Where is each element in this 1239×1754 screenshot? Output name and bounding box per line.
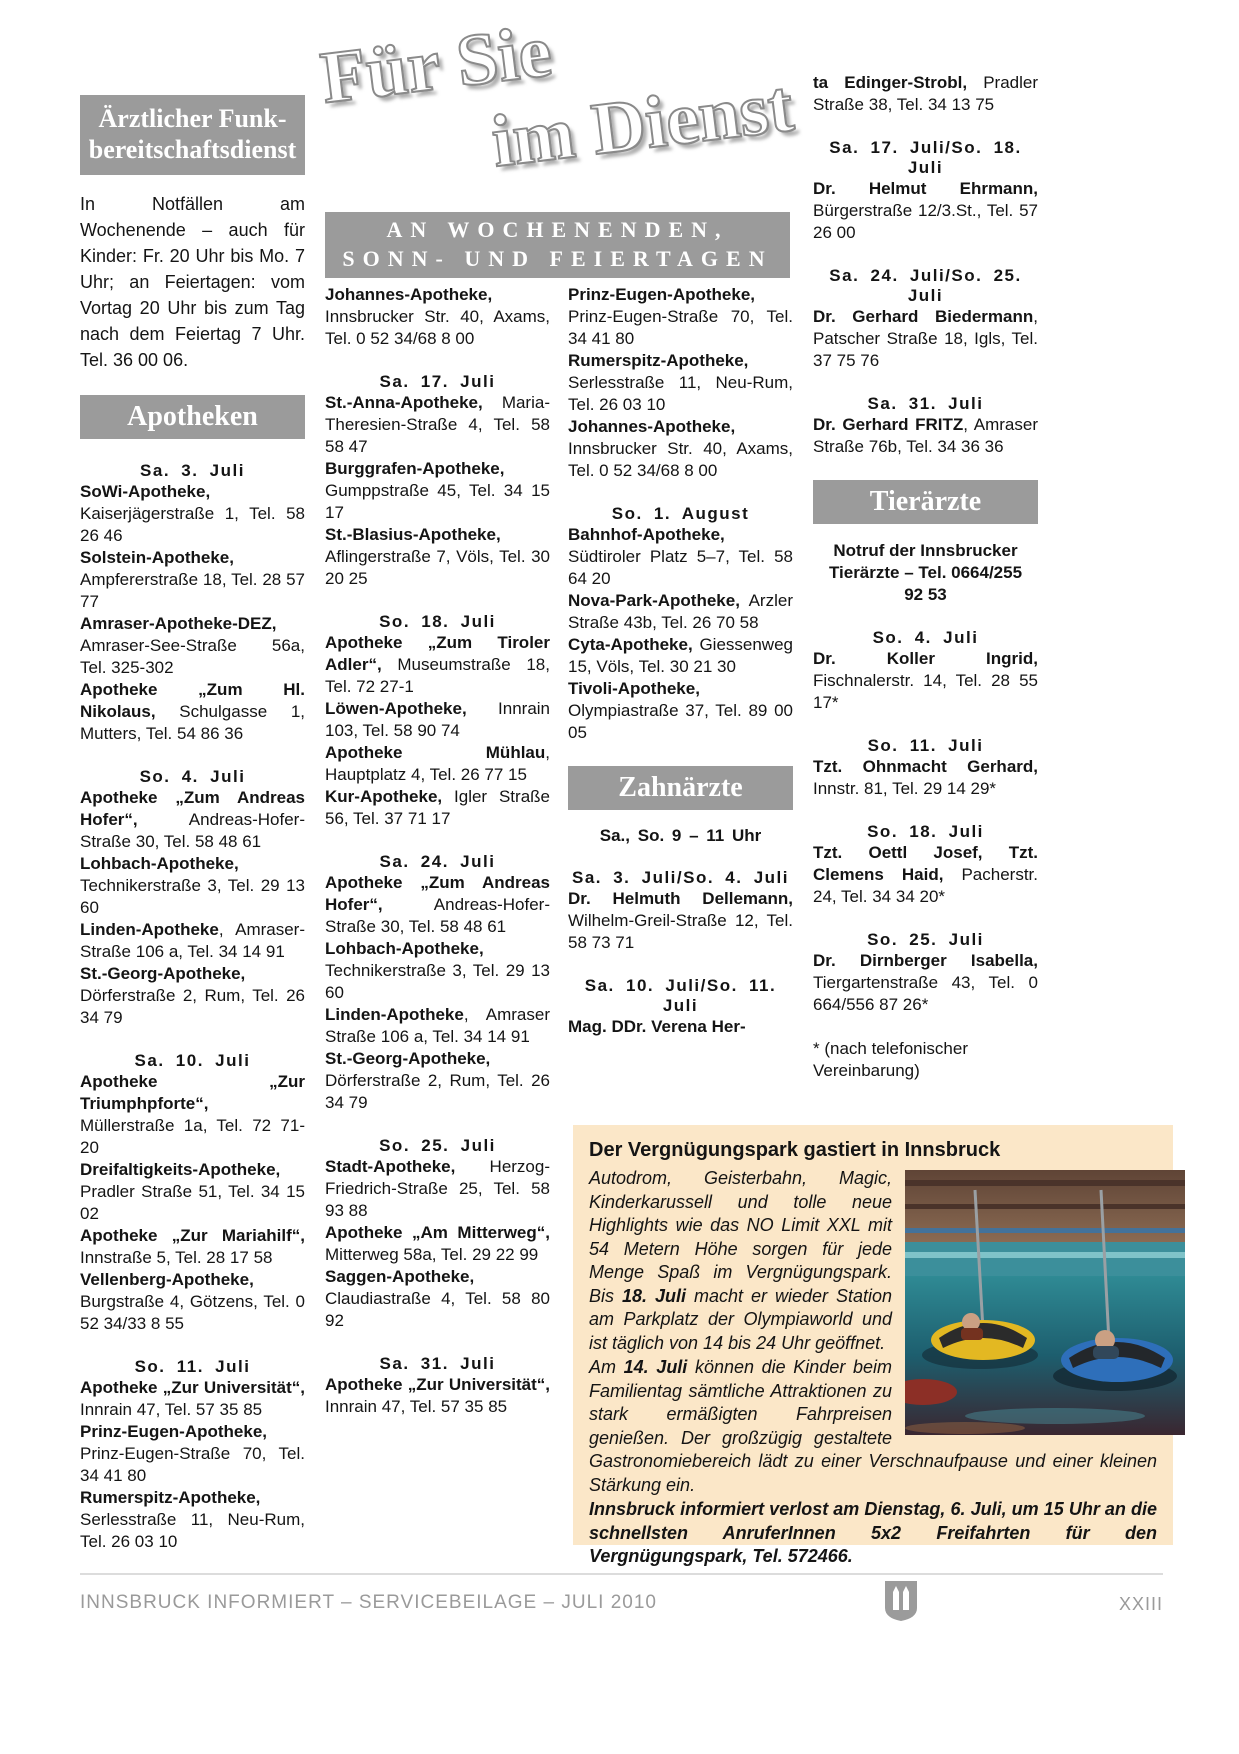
listing-entry xyxy=(325,938,550,1004)
listing-name: Nova-Park-Apotheke, xyxy=(568,591,740,610)
listing-name: Apotheke „Zum Tiroler Adler“, xyxy=(325,633,550,674)
listing-name: Kur-Apotheke, xyxy=(325,787,443,806)
weekend-service-banner xyxy=(325,212,790,278)
listing-entry xyxy=(813,178,1038,244)
listing-name: Johannes-Apotheke, xyxy=(325,285,493,304)
listing-address: Andreas-Hofer-Straße 30, Tel. 58 48 61 xyxy=(325,895,550,936)
listing-entry xyxy=(568,524,793,590)
listing-entry xyxy=(325,1156,550,1222)
listing-entry xyxy=(813,72,1038,116)
vet-list xyxy=(813,628,1038,1016)
listing-address: Giessenweg 15, Völs, Tel. 30 21 30 xyxy=(568,635,793,676)
listing-name: Bahnhof-Apotheke, xyxy=(568,525,725,544)
date-heading: Sa. 3. Juli xyxy=(140,461,245,480)
listing-name: St.-Anna-Apotheke, xyxy=(325,393,483,412)
listing-entry xyxy=(80,679,305,745)
promo-text: Autodrom, Geisterbahn, Magic, Kinderkarussell und tolle neue Highlights wie das NO Limit XXL mit 54 Metern Höhe sorgen für jede Menge Spaß im Vergnügungspark. Bis xyxy=(589,1168,892,1306)
date-heading: Sa. 3. Juli/So. 4. Juli xyxy=(571,868,789,887)
listing-entry xyxy=(813,756,1038,800)
listing-name: Tzt. Ohnmacht Gerhard, xyxy=(813,757,1038,776)
listing-name: Dreifaltigkeits-Apotheke, xyxy=(80,1160,281,1179)
date-heading: So. 4. Juli xyxy=(872,628,979,647)
listing-name: Apotheke „Zum Andreas Hofer“, xyxy=(80,788,305,829)
listing-address: Amraser-See-Straße 56a, Tel. 325-302 xyxy=(80,636,305,677)
listing-entry xyxy=(813,648,1038,714)
listing-entry xyxy=(813,842,1038,908)
date-heading: Sa. 31. Juli xyxy=(379,1354,496,1373)
listing-entry xyxy=(325,786,550,830)
listing-entry xyxy=(325,392,550,458)
date-heading: Sa. 24. Juli xyxy=(379,852,496,871)
tieraerzte-header: Tierärzte xyxy=(813,480,1038,524)
listing-name: Apotheke „Zum Andreas Hofer“, xyxy=(325,873,550,914)
listing-entry xyxy=(80,1071,305,1159)
listing-entry xyxy=(325,698,550,742)
listing-address: Innrain 47, Tel. 57 35 85 xyxy=(80,1400,263,1419)
funk-header-line2: bereitschaftsdienst xyxy=(88,135,297,164)
listing-address: , Amraser-Straße 106 a, Tel. 34 14 91 xyxy=(80,920,305,961)
date-heading: Sa. 24. Juli/So. 25. Juli xyxy=(829,266,1022,305)
listing-address: Müllerstraße 1a, Tel. 72 71-20 xyxy=(80,1116,305,1157)
listing-address: Pradler Straße 38, Tel. 34 13 75 xyxy=(813,73,1038,114)
listing-entry xyxy=(80,787,305,853)
listing-address: , Patscher Straße 18, Igls, Tel. 37 75 76 xyxy=(813,307,1038,370)
listing-address: Pacherstr. 24, Tel. 34 34 20* xyxy=(813,865,1038,906)
funk-header-line1: Ärztlicher Funk- xyxy=(98,104,287,133)
listing-address: Prinz-Eugen-Straße 70, Tel. 34 41 80 xyxy=(568,307,793,348)
masthead-title-line2: im Dienst xyxy=(487,65,798,184)
listing-entry xyxy=(80,1225,305,1269)
date-heading: So. 18. Juli xyxy=(379,612,496,631)
listing-name: St.-Georg-Apotheke, xyxy=(325,1049,491,1068)
listing-name: SoWi-Apotheke, xyxy=(80,482,211,501)
listing-address: Serlesstraße 11, Neu-Rum, Tel. 26 03 10 xyxy=(568,373,793,414)
listing-name: Apotheke „Am Mitterweg“, xyxy=(325,1223,550,1242)
date-heading: So. 25. Juli xyxy=(379,1136,496,1155)
listing-address: Claudiastraße 4, Tel. 58 80 92 xyxy=(325,1289,550,1330)
listing-name: Vellenberg-Apotheke, xyxy=(80,1270,254,1289)
promo-title: Der Vergnügungspark gastiert in Innsbruck xyxy=(589,1139,1001,1161)
date-heading: So. 18. Juli xyxy=(867,822,984,841)
listing-name: Prinz-Eugen-Apotheke, xyxy=(568,285,756,304)
listing-address: Innstraße 5, Tel. 28 17 58 xyxy=(80,1248,273,1267)
listing-name: Tzt. Oettl Josef, Tzt. Clemens Haid, xyxy=(813,843,1038,884)
listing-entry xyxy=(325,632,550,698)
listing-address: Gumppstraße 45, Tel. 34 15 17 xyxy=(325,481,550,522)
listing-address: Serlesstraße 11, Neu-Rum, Tel. 26 03 10 xyxy=(80,1510,305,1551)
listing-entry xyxy=(325,284,550,350)
listing-entry xyxy=(80,1421,305,1487)
listing-address: Bürgerstraße 12/3.St., Tel. 57 26 00 xyxy=(813,201,1038,242)
listing-address: Prinz-Eugen-Straße 70, Tel. 34 41 80 xyxy=(80,1444,305,1485)
listing-address: Innrain 103, Tel. 58 90 74 xyxy=(325,699,550,740)
listing-address: Museumstraße 18, Tel. 72 27-1 xyxy=(325,655,550,696)
listing-entry xyxy=(80,481,305,547)
listing-name: Apotheke „Zur Universität“, xyxy=(80,1378,305,1397)
listing-entry xyxy=(325,1004,550,1048)
listing-address: Südtiroler Platz 5–7, Tel. 58 64 20 xyxy=(568,547,793,588)
listing-name: Linden-Apotheke xyxy=(80,920,219,939)
listing-entry xyxy=(325,742,550,786)
listing-entry xyxy=(325,1374,550,1418)
listing-name: Johannes-Apotheke, xyxy=(568,417,736,436)
listing-name: Dr. Gerhard Biedermann xyxy=(813,307,1034,326)
date-heading: Sa. 17. Juli xyxy=(379,372,496,391)
listing-address: Wilhelm-Greil-Straße 12, Tel. 58 73 71 xyxy=(568,911,793,952)
pharmacy-list-col1 xyxy=(80,461,305,1553)
dentist-list-col4 xyxy=(813,72,1038,458)
listing-address: Herzog-Friedrich-Straße 25, Tel. 58 93 88 xyxy=(325,1157,550,1220)
listing-name: Cyta-Apotheke, xyxy=(568,635,693,654)
listing-address: Pradler Straße 51, Tel. 34 15 02 xyxy=(80,1182,305,1223)
listing-name: Amraser-Apotheke-DEZ, xyxy=(80,614,277,633)
pharmacy-list-col2 xyxy=(325,284,550,1418)
listing-entry xyxy=(325,524,550,590)
date-heading: So. 25. Juli xyxy=(867,930,984,949)
column-dentists-vets xyxy=(813,72,1038,1082)
listing-entry xyxy=(80,1487,305,1553)
listing-name: ta Edinger-Strobl, xyxy=(813,73,968,92)
listing-entry xyxy=(325,458,550,524)
listing-name: Dr. Gerhard FRITZ xyxy=(813,415,964,434)
date-heading: So. 1. August xyxy=(611,504,750,523)
listing-name: Saggen-Apotheke, xyxy=(325,1267,475,1286)
date-heading: Sa. 17. Juli/So. 18. Juli xyxy=(829,138,1022,177)
listing-entry xyxy=(568,1016,793,1038)
listing-name: Lohbach-Apotheke, xyxy=(325,939,484,958)
listing-name: Prinz-Eugen-Apotheke, xyxy=(80,1422,268,1441)
innsbruck-coat-of-arms-icon xyxy=(884,1580,918,1622)
listing-entry xyxy=(568,678,793,744)
funk-service-header xyxy=(80,95,305,175)
funk-service-info: In Notfällen am Wochenende – auch für Kinder: Fr. 20 Uhr bis Mo. 7 Uhr; an Feiertagen: vom Vortag 20 Uhr bis zum Tag nach dem Feiertag 7 Uhr. Tel. 36 00 06. xyxy=(80,194,305,370)
listing-name: Mag. DDr. Verena Her- xyxy=(568,1017,746,1036)
listing-entry xyxy=(80,547,305,613)
listing-address: Arzler Straße 43b, Tel. 26 70 58 xyxy=(568,591,793,632)
listing-name: Dr. Dirnberger Isabella, xyxy=(813,951,1038,970)
listing-address: Innstr. 81, Tel. 29 14 29* xyxy=(813,779,997,798)
listing-name: Apotheke „Zum Hl. Nikolaus, xyxy=(80,680,305,721)
apotheken-header: Apotheken xyxy=(80,395,305,439)
promo-text: 14. Juli xyxy=(623,1357,688,1377)
listing-address: Tiergartenstraße 43, Tel. 0 664/556 87 26* xyxy=(813,973,1038,1014)
listing-name: Burggrafen-Apotheke, xyxy=(325,459,505,478)
date-heading: Sa. 10. Juli/So. 11. Juli xyxy=(584,976,777,1015)
listing-entry xyxy=(813,306,1038,372)
listing-address: Kaiserjägerstraße 1, Tel. 58 26 46 xyxy=(80,504,305,545)
listing-entry xyxy=(325,1048,550,1114)
listing-entry xyxy=(325,1266,550,1332)
listing-entry xyxy=(568,284,793,350)
listing-entry xyxy=(325,872,550,938)
listing-address: Innsbrucker Str. 40, Axams, Tel. 0 52 34/68 8 00 xyxy=(325,307,550,348)
promo-text: Innsbruck informiert verlost am Dienstag, 6. Juli, um 15 Uhr an die schnellsten AnruferInnen 5x2 Freifahrten für den Vergnügungspark, Tel. 572466. xyxy=(589,1499,1157,1566)
listing-address: , Hauptplatz 4, Tel. 26 77 15 xyxy=(325,743,550,784)
listing-address: Andreas-Hofer-Straße 30, Tel. 58 48 61 xyxy=(80,810,305,851)
listing-name: Apotheke Mühlau xyxy=(325,743,546,762)
listing-address: Fischnalerstr. 14, Tel. 28 55 17* xyxy=(813,671,1038,712)
listing-entry xyxy=(80,613,305,679)
masthead-title xyxy=(317,0,804,204)
column-pharmacies-2 xyxy=(325,284,550,1418)
listing-entry xyxy=(80,853,305,919)
listing-name: Stadt-Apotheke, xyxy=(325,1157,456,1176)
listing-entry xyxy=(568,590,793,634)
promo-paragraph xyxy=(589,1498,1157,1569)
promo-text: macht er wieder Station am Parkplatz der Olympiaworld und ist täglich von 14 bis 24 Uhr geöffnet. xyxy=(589,1285,892,1353)
pharmacy-list-col3 xyxy=(568,284,793,744)
footer-rule xyxy=(80,1573,1163,1575)
footer-imprint: INNSBRUCK INFORMIERT – SERVICEBEILAGE – JULI 2010 xyxy=(80,1592,657,1613)
listing-entry xyxy=(568,350,793,416)
listing-address: Ampfererstraße 18, Tel. 28 57 77 xyxy=(80,570,305,611)
listing-name: St.-Georg-Apotheke, xyxy=(80,964,246,983)
listing-address: , Amraser Straße 76b, Tel. 34 36 36 xyxy=(813,415,1038,456)
listing-address: Aflingerstraße 7, Völs, Tel. 30 20 25 xyxy=(325,547,550,588)
listing-name: Apotheke „Zur Universität“, xyxy=(325,1375,550,1394)
listing-address: Olympiastraße 37, Tel. 89 00 05 xyxy=(568,701,793,742)
listing-name: Tivoli-Apotheke, xyxy=(568,679,700,698)
dentist-hours: Sa., So. 9 – 11 Uhr xyxy=(599,826,762,845)
listing-address: Dörferstraße 2, Rum, Tel. 26 34 79 xyxy=(325,1071,550,1112)
date-heading: Sa. 31. Juli xyxy=(867,394,984,413)
listing-address: Igler Straße 56, Tel. 37 71 17 xyxy=(325,787,550,828)
listing-address: , Amraser Straße 106 a, Tel. 34 14 91 xyxy=(325,1005,550,1046)
listing-entry xyxy=(813,950,1038,1016)
listing-entry xyxy=(813,414,1038,458)
vet-footnote: * (nach telefonischer Vereinbarung) xyxy=(813,1039,968,1080)
listing-entry xyxy=(80,1159,305,1225)
listing-address: Innrain 47, Tel. 57 35 85 xyxy=(325,1397,508,1416)
listing-name: Linden-Apotheke xyxy=(325,1005,464,1024)
banner-line2: SONN- UND FEIERTAGEN xyxy=(342,246,773,271)
date-heading: Sa. 10. Juli xyxy=(134,1051,251,1070)
masthead-title-line1: Für Sie xyxy=(316,10,556,120)
listing-name: Dr. Helmut Ehrmann, xyxy=(813,179,1038,198)
promo-text: können die Kinder beim Familientag sämtliche Attraktionen zu stark ermäßigten Fahrpreisen genießen. Der großzügig gestaltete Gastronomiebereich lädt zu einer Verschnaufpause und einer kleinen Stärkung ein. xyxy=(589,1357,1157,1495)
listing-address: Mitterweg 58a, Tel. 29 22 99 xyxy=(325,1245,539,1264)
listing-address: Schulgasse 1, Mutters, Tel. 54 86 36 xyxy=(80,702,305,743)
listing-entry xyxy=(325,1222,550,1266)
column-pharmacies-dentists xyxy=(568,284,793,1038)
listing-entry xyxy=(568,888,793,954)
listing-entry xyxy=(568,634,793,678)
listing-entry xyxy=(80,1377,305,1421)
listing-address: Maria-Theresien-Straße 4, Tel. 58 58 47 xyxy=(325,393,550,456)
page-number: XXIII xyxy=(1118,1594,1163,1614)
zahnaerzte-header: Zahnärzte xyxy=(568,766,793,810)
listing-name: Apotheke „Zur Triumphpforte“, xyxy=(80,1072,305,1113)
listing-name: St.-Blasius-Apotheke, xyxy=(325,525,501,544)
listing-address: Technikerstraße 3, Tel. 29 13 60 xyxy=(325,961,550,1002)
listing-name: Dr. Helmuth Dellemann, xyxy=(568,889,793,908)
listing-name: Apotheke „Zur Mariahilf“, xyxy=(80,1226,305,1245)
bumper-cars-photo xyxy=(905,1170,1185,1435)
date-heading: So. 4. Juli xyxy=(139,767,246,786)
listing-name: Löwen-Apotheke, xyxy=(325,699,467,718)
dentist-list-col3 xyxy=(568,868,793,1038)
listing-entry xyxy=(80,1269,305,1335)
listing-entry xyxy=(80,919,305,963)
date-heading: So. 11. Juli xyxy=(134,1357,251,1376)
listing-name: Rumerspitz-Apotheke, xyxy=(80,1488,261,1507)
date-heading: So. 11. Juli xyxy=(867,736,984,755)
listing-address: Innsbrucker Str. 40, Axams, Tel. 0 52 34/68 8 00 xyxy=(568,439,793,480)
listing-entry xyxy=(80,963,305,1029)
listing-name: Dr. Koller Ingrid, xyxy=(813,649,1038,668)
listing-address: Technikerstraße 3, Tel. 29 13 60 xyxy=(80,876,305,917)
listing-name: Lohbach-Apotheke, xyxy=(80,854,239,873)
column-doctor-pharmacy xyxy=(80,95,305,1553)
banner-line1: AN WOCHENENDEN, xyxy=(386,217,729,242)
promo-text: Am xyxy=(589,1357,624,1377)
listing-entry xyxy=(568,416,793,482)
listing-name: Rumerspitz-Apotheke, xyxy=(568,351,749,370)
listing-address: Dörferstraße 2, Rum, Tel. 26 34 79 xyxy=(80,986,305,1027)
listing-name: Solstein-Apotheke, xyxy=(80,548,234,567)
listing-address: Burgstraße 4, Götzens, Tel. 0 52 34/33 8 55 xyxy=(80,1292,305,1333)
promo-text: 18. Juli xyxy=(621,1285,686,1306)
vet-emergency-number: Notruf der Innsbrucker Tierärzte – Tel. 0664/255 92 53 xyxy=(828,541,1023,604)
